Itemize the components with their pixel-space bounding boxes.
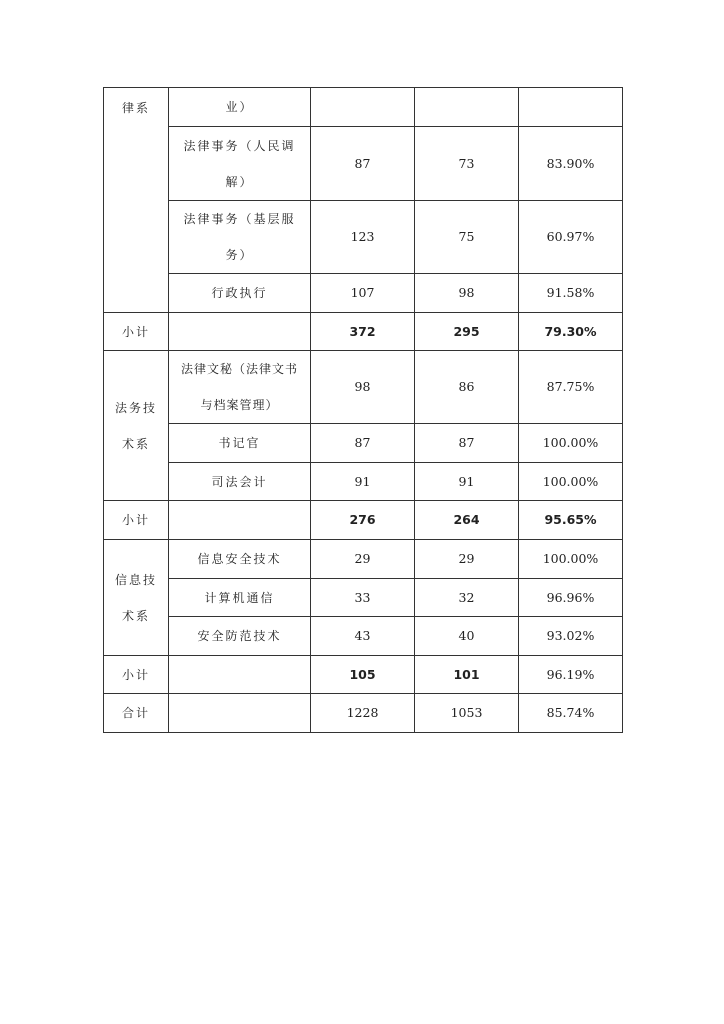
dept-line: 术系 [121, 436, 150, 451]
enrolled-cell: 87 [311, 127, 415, 201]
enrolled-cell: 107 [311, 274, 415, 313]
employed-cell: 1053 [415, 694, 519, 733]
rate-cell: 91.58% [519, 274, 623, 313]
employed-cell: 86 [415, 351, 519, 424]
table-row [104, 424, 623, 463]
employment-table [103, 87, 623, 733]
rate-cell: 87.75% [519, 351, 623, 424]
employed-cell: 29 [415, 540, 519, 579]
rate-cell: 100.00% [519, 540, 623, 579]
enrolled-cell: 33 [311, 579, 415, 617]
enrolled-cell: 29 [311, 540, 415, 579]
major-cell: 书记官 [169, 424, 311, 463]
table-row [104, 463, 623, 501]
employed-cell [415, 88, 519, 127]
enrolled-cell: 276 [311, 501, 415, 540]
major-line: 法律事务（基层服 [183, 212, 296, 226]
enrolled-cell: 87 [311, 424, 415, 463]
enrolled-cell: 43 [311, 617, 415, 656]
subtotal-row [104, 313, 623, 351]
table-row [104, 274, 623, 313]
rate-cell [519, 88, 623, 127]
major-cell: 行政执行 [169, 274, 311, 313]
enrolled-cell [311, 88, 415, 127]
enrolled-cell: 372 [311, 313, 415, 351]
major-cell [169, 127, 311, 201]
rate-cell: 96.96% [519, 579, 623, 617]
empty-cell [169, 656, 311, 694]
rate-cell: 93.02% [519, 617, 623, 656]
subtotal-label: 小计 [104, 656, 169, 694]
table-row [104, 579, 623, 617]
major-line: 法律事务（人民调 [183, 138, 296, 153]
enrolled-cell: 123 [311, 201, 415, 274]
subtotal-label: 小计 [104, 501, 169, 540]
table-row [104, 617, 623, 656]
table-row [104, 201, 623, 274]
subtotal-label: 小计 [104, 313, 169, 351]
rate-cell: 95.65% [519, 501, 623, 540]
subtotal-row [104, 501, 623, 540]
table-row [104, 127, 623, 201]
dept-line: 法务技 [114, 400, 157, 415]
employed-cell: 91 [415, 463, 519, 501]
rate-cell: 83.90% [519, 127, 623, 201]
employed-cell: 101 [415, 656, 519, 694]
dept-line: 信息技 [114, 572, 157, 587]
major-cell [169, 201, 311, 274]
table-row [104, 540, 623, 579]
total-row [104, 694, 623, 733]
major-cell: 信息安全技术 [169, 540, 311, 579]
major-line: 解） [225, 174, 254, 189]
employed-cell: 264 [415, 501, 519, 540]
major-cell: 司法会计 [169, 463, 311, 501]
rate-cell: 60.97% [519, 201, 623, 274]
table-row [104, 88, 623, 127]
major-line: 法律文秘（法律文书 [180, 362, 298, 376]
major-cell: 业） [169, 88, 311, 127]
major-cell: 计算机通信 [169, 579, 311, 617]
enrolled-cell: 91 [311, 463, 415, 501]
dept-label: 律系 [121, 101, 150, 115]
employed-cell: 40 [415, 617, 519, 656]
employed-cell: 73 [415, 127, 519, 201]
dept-cell-info-tech [104, 540, 169, 656]
rate-cell: 100.00% [519, 463, 623, 501]
rate-cell: 100.00% [519, 424, 623, 463]
empty-cell [169, 313, 311, 351]
major-line: 务） [225, 248, 254, 262]
enrolled-cell: 1228 [311, 694, 415, 733]
enrolled-cell: 98 [311, 351, 415, 424]
major-line: 与档案管理） [200, 398, 279, 412]
table-row [104, 351, 623, 424]
employed-cell: 87 [415, 424, 519, 463]
employed-cell: 295 [415, 313, 519, 351]
major-cell [169, 351, 311, 424]
empty-cell [169, 694, 311, 733]
dept-cell-law [104, 88, 169, 313]
dept-line: 术系 [121, 608, 150, 623]
total-label: 合计 [104, 694, 169, 733]
rate-cell: 79.30% [519, 313, 623, 351]
enrolled-cell: 105 [311, 656, 415, 694]
employed-cell: 75 [415, 201, 519, 274]
rate-cell: 96.19% [519, 656, 623, 694]
major-cell: 安全防范技术 [169, 617, 311, 656]
subtotal-row [104, 656, 623, 694]
rate-cell: 85.74% [519, 694, 623, 733]
employed-cell: 32 [415, 579, 519, 617]
empty-cell [169, 501, 311, 540]
dept-cell-legal-tech [104, 351, 169, 501]
employed-cell: 98 [415, 274, 519, 313]
